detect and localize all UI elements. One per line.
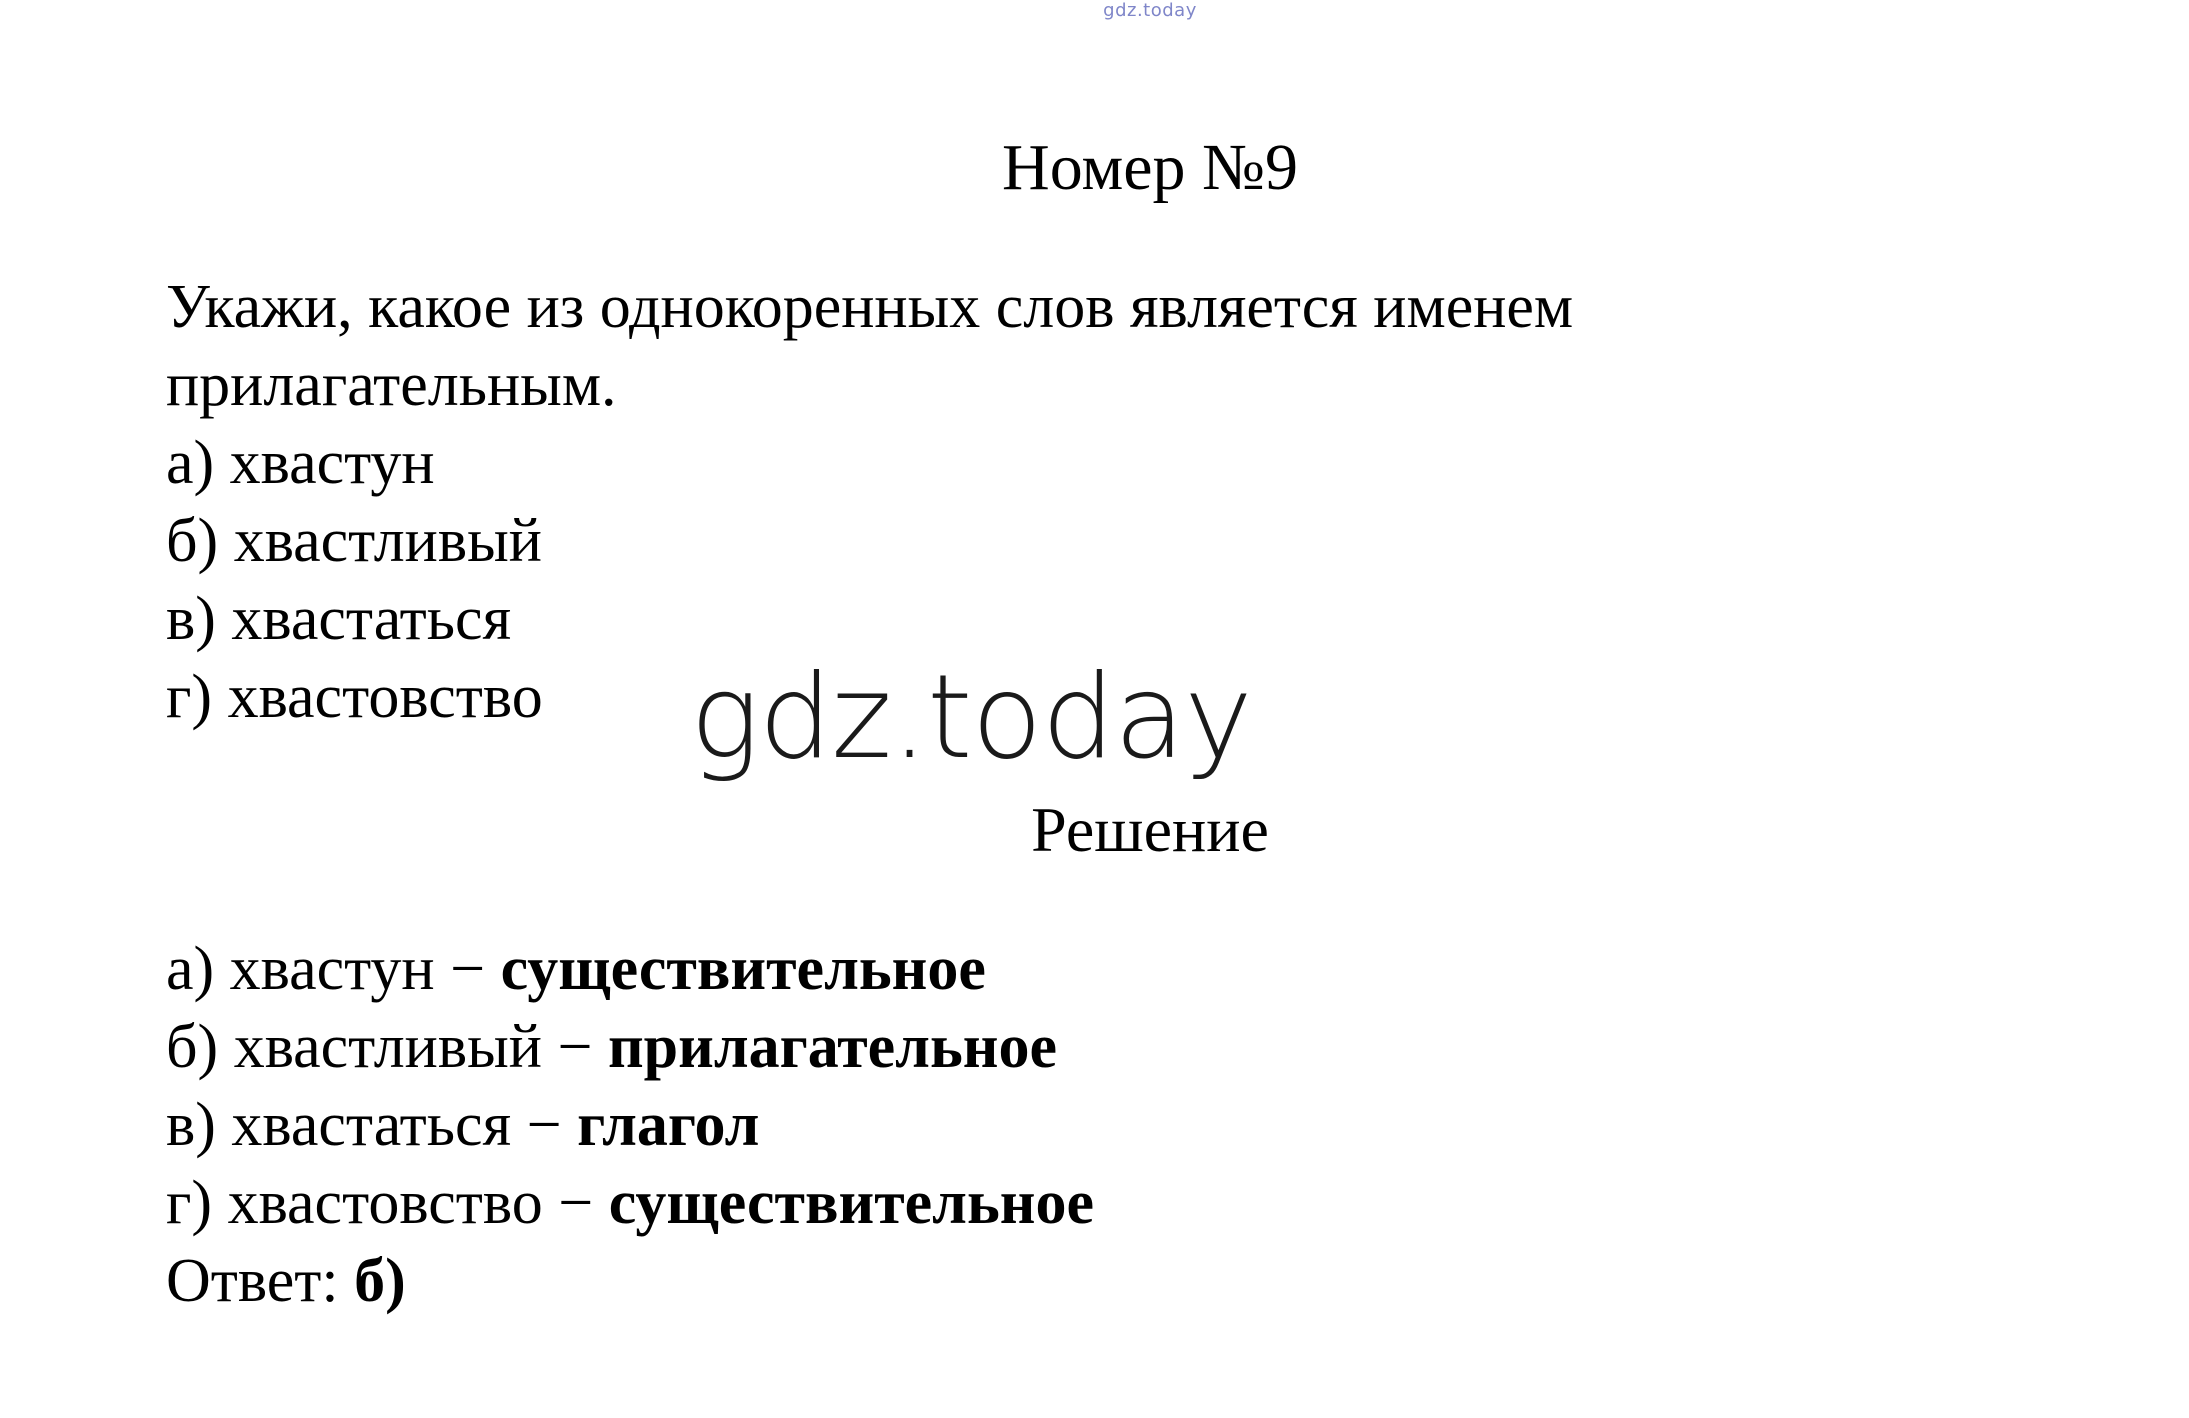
solution-part-of-speech: существительное (500, 935, 986, 1003)
solution-part-of-speech: существительное (608, 1169, 1094, 1237)
answer-label: Ответ: (166, 1247, 355, 1315)
top-watermark: gdz.today (1103, 0, 1197, 21)
solution-part-of-speech: прилагательное (607, 1013, 1057, 1081)
solution-row-b (166, 1008, 2116, 1086)
page-title: Номер №9 (1002, 131, 1298, 204)
question-prompt-line-1: Укажи, какое из однокоренных слов является именем (166, 273, 1574, 341)
answer-value: б) (354, 1247, 406, 1315)
solution-word: а) хвастун − (166, 935, 501, 1003)
solution-heading: Решение (1031, 794, 1269, 865)
solution-part-of-speech: глагол (577, 1091, 760, 1159)
solution-row-c (166, 1086, 2116, 1164)
solution-row-a (166, 930, 2116, 1008)
solution-block (166, 930, 2116, 1320)
question-prompt-line-2: прилагательным. (166, 351, 617, 419)
option-c: в) хвастаться (166, 585, 512, 653)
solution-word: г) хвастовство − (166, 1169, 609, 1237)
option-b: б) хвастливый (166, 507, 542, 575)
answer-line (166, 1242, 2116, 1320)
solution-word: б) хвастливый − (166, 1013, 608, 1081)
option-d: г) хвастовство (166, 663, 543, 731)
option-a: а) хвастун (166, 429, 435, 497)
solution-row-d (166, 1164, 2116, 1242)
solution-word: в) хвастаться − (166, 1091, 578, 1159)
site-watermark: gdz.today (690, 650, 1252, 785)
